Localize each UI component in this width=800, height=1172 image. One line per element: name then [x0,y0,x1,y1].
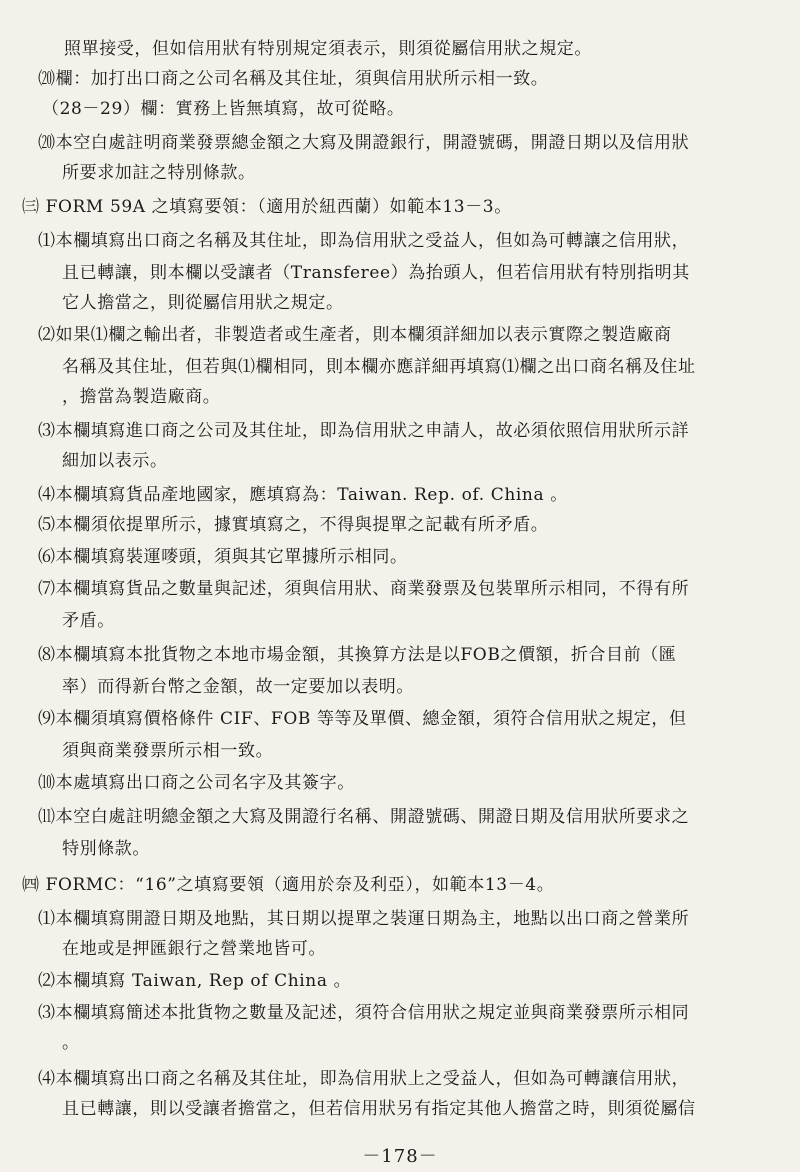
text-line: 細加以表示。 [62,451,168,471]
text-line: ⑷本欄填寫貨品產地國家，應填寫為：Taiwan. Rep. of. China 。 [38,485,568,505]
text-line: 矛盾。 [62,611,115,631]
text-line: ⑵本欄填寫 Taiwan, Rep of China 。 [38,971,352,991]
text-line: ⑸本欄須依提單所示，據實填寫之，不得與提單之記載有所矛盾。 [38,515,549,535]
text-line: ⒇欄：加打出口商之公司名稱及其住址，須與信用狀所示相一致。 [38,69,549,89]
text-line: ㈢ FORM 59A 之填寫要領：（適用於紐西蘭）如範本13－3。 [22,197,512,217]
text-line: ，擔當為製造廠商。 [62,387,221,407]
text-line: ⑽本處填寫出口商之公司名字及其簽字。 [38,773,355,793]
text-line: 它人擔當之，則從屬信用狀之規定。 [62,293,344,313]
text-line: 須與商業發票所示相一致。 [62,741,274,761]
text-line: ⑺本欄填寫貨品之數量與記述，須與信用狀、商業發票及包裝單所示相同，不得有所 [38,579,690,599]
text-line: 特別條款。 [62,839,150,859]
text-line: ⒇本空白處註明商業發票總金額之大寫及開證銀行，開證號碼，開證日期以及信用狀 [38,133,690,153]
text-line: ⑶本欄填寫進口商之公司及其住址，即為信用狀之申請人，故必須依照信用狀所示詳 [38,421,690,441]
text-line: 名稱及其住址，但若與⑴欄相同，則本欄亦應詳細再填寫⑴欄之出口商名稱及住址 [62,357,696,377]
text-line: 且已轉讓，則以受讓者擔當之，但若信用狀另有指定其他人擔當之時，則須從屬信 [62,1099,696,1119]
text-line: ⑹本欄填寫裝運嘜頭，須與其它單據所示相同。 [38,547,408,567]
text-line: ⑴本欄填寫開證日期及地點，其日期以提單之裝運日期為主，地點以出口商之營業所 [38,909,690,929]
text-line: 所要求加註之特別條款。 [62,163,256,183]
page-number: －178－ [362,1146,438,1167]
text-line: 照單接受，但如信用狀有特別規定須表示，則須從屬信用狀之規定。 [64,39,592,59]
text-line: ⑷本欄填寫出口商之名稱及其住址，即為信用狀上之受益人，但如為可轉讓信用狀， [38,1069,690,1089]
text-line: 率）而得新台幣之金額，故一定要加以表明。 [62,677,414,697]
text-line: 在地或是押匯銀行之營業地皆可。 [62,939,326,959]
text-line: ⑼本欄須填寫價格條件 CIF、FOB 等等及單價、總金額，須符合信用狀之規定，但 [38,709,687,729]
text-line: 且已轉讓，則本欄以受讓者（Transferee）為抬頭人，但若信用狀有特別指明其 [62,263,690,283]
text-line: （28－29）欄：實務上皆無填寫，故可從略。 [42,99,405,119]
text-line: ⑵如果⑴欄之輸出者，非製造者或生產者，則本欄須詳細加以表示實際之製造廠商 [38,325,672,345]
text-line: ⑴本欄填寫出口商之名稱及其住址，即為信用狀之受益人，但如為可轉讓之信用狀， [38,231,690,251]
text-line: ⑻本欄填寫本批貨物之本地市場金額，其換算方法是以FOB之價額，折合目前（匯 [38,645,677,665]
text-line: ㈣ FORMC：“16”之填寫要領（適用於奈及利亞），如範本13－4。 [22,875,555,895]
text-line: 。 [62,1033,80,1053]
text-line: ⑶本欄填寫簡述本批貨物之數量及記述，須符合信用狀之規定並與商業發票所示相同 [38,1003,690,1023]
text-line: ⑾本空白處註明總金額之大寫及開證行名稱、開證號碼、開證日期及信用狀所要求之 [38,807,690,827]
